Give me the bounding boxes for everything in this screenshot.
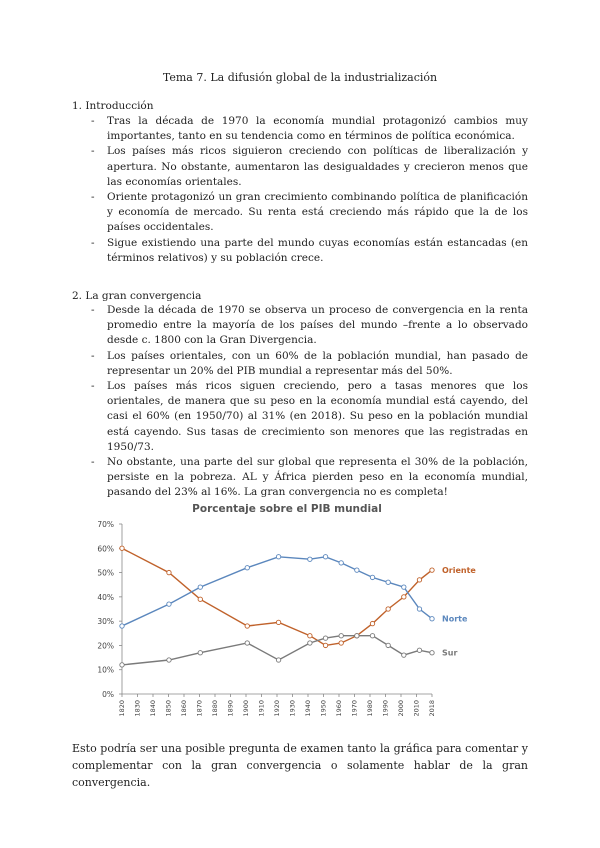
data-point-sur [308, 641, 312, 645]
closing-note: Esto podría ser una posible pregunta de examen tanto la gráfica para comentar y complementar con la gran convergencia o solamente hablar de la gran convergencia. [72, 742, 528, 789]
data-point-norte [245, 566, 249, 570]
data-point-norte [120, 624, 124, 628]
x-tick-label: 1950 [319, 700, 328, 717]
section-introduccion-list [72, 114, 528, 266]
y-tick-label: 30% [97, 617, 114, 627]
data-point-sur [417, 648, 421, 652]
data-point-sur [370, 634, 374, 638]
data-point-sur [120, 663, 124, 667]
data-point-sur [339, 634, 343, 638]
x-tick-label: 1850 [164, 700, 173, 717]
data-point-sur [430, 651, 434, 655]
x-tick-label: 1990 [381, 700, 390, 717]
dash-marker: - [91, 456, 95, 469]
data-point-oriente [417, 578, 421, 582]
data-point-sur [323, 636, 327, 640]
data-point-sur [276, 658, 280, 662]
dash-marker: - [91, 115, 95, 127]
data-point-sur [198, 651, 202, 655]
data-point-oriente [402, 595, 406, 599]
data-point-norte [370, 575, 374, 579]
x-tick-label: 1890 [226, 700, 235, 717]
section-heading-introduccion: 1. Introducción [72, 100, 154, 112]
list-item: - Tras la década de 1970 la economía mundial protagonizó cambios muy importantes, tanto en su tendencia como en términos de política económica. [91, 115, 528, 143]
x-tick-label: 1970 [350, 700, 359, 717]
data-point-oriente [339, 641, 343, 645]
data-point-norte [167, 602, 171, 606]
x-tick-label: 1820 [118, 700, 126, 717]
y-tick-label: 0% [102, 690, 114, 699]
x-tick-label: 1920 [273, 700, 281, 717]
y-tick-label: 60% [97, 544, 114, 554]
data-point-sur [167, 658, 171, 662]
data-point-oriente [120, 546, 124, 550]
data-point-oriente [323, 643, 327, 647]
data-point-norte [355, 568, 359, 572]
x-tick-label: 1940 [304, 700, 312, 717]
list-item: - No obstante, una parte del sur global que representa el 30% de la población, persiste en la pobreza. AL y África pierden peso en la economía mundial, pasando del 23% al 16%. La gran convergencia no es completa! [91, 456, 528, 499]
dash-marker: - [91, 304, 95, 316]
x-tick-label: 1980 [366, 700, 374, 717]
data-point-oriente [167, 570, 171, 574]
y-tick-label: 20% [97, 641, 114, 651]
section-heading-gran-convergencia: 2. La gran convergencia [72, 290, 202, 302]
y-tick-label: 70% [97, 520, 114, 529]
y-tick-label: 40% [97, 592, 114, 602]
dash-marker: - [91, 145, 95, 158]
y-tick-label: 50% [97, 568, 114, 578]
data-point-oriente [430, 568, 434, 572]
data-point-oriente [198, 597, 202, 601]
list-item: - Sigue existiendo una parte del mundo cuyas economías están estancadas (en términos relativos) y su población crece. [91, 236, 528, 264]
data-point-norte [323, 555, 327, 559]
x-tick-label: 1930 [288, 700, 297, 717]
list-item: - Los países orientales, con un 60% de la población mundial, han pasado de representar un 20% del PIB mundial a representar más del 50%. [91, 349, 528, 377]
dash-marker: - [91, 236, 95, 249]
series-label-oriente: Oriente [442, 566, 476, 576]
dash-marker: - [91, 349, 95, 362]
data-point-norte [276, 555, 280, 559]
page-title: Tema 7. La difusión global de la industrialización [162, 71, 438, 84]
data-point-norte [430, 617, 434, 621]
data-point-norte [417, 607, 421, 611]
data-point-oriente [276, 620, 280, 624]
x-tick-label: 1910 [257, 700, 266, 717]
data-point-sur [402, 653, 406, 657]
series-line-norte [122, 557, 432, 626]
list-item: - Desde la década de 1970 se observa un proceso de convergencia en la renta promedio entre la mayoría de los países del mundo –frente a lo observado desde c. 1800 con la Gran Divergencia. [91, 304, 528, 347]
data-point-oriente [370, 621, 374, 625]
y-tick-label: 10% [97, 665, 114, 675]
data-point-norte [339, 561, 343, 565]
chart-title: Porcentaje sobre el PIB mundial [192, 503, 382, 515]
list-item: - Oriente protagonizó un gran crecimiento combinando política de planificación y economía de mercado. Su renta está creciendo más rápido que la de los países occidentales. [91, 191, 528, 234]
gdp-share-chart [82, 500, 476, 722]
data-point-norte [386, 580, 390, 584]
list-item: - Los países más ricos siguen creciendo, pero a tasas menores que los orientales, de manera que su peso en la economía mundial está cayendo, del casi el 60% (en 1950/70) al 31% (en 2018). Su peso en la población mundial está cayendo. Sus tasas de crecimiento son menores que las registradas en 1950/73. [91, 380, 528, 453]
data-point-sur [386, 643, 390, 647]
series-label-sur: Sur [442, 648, 458, 658]
data-point-oriente [308, 634, 312, 638]
x-tick-label: 1860 [180, 700, 188, 717]
x-tick-label: 1900 [242, 700, 250, 717]
data-point-sur [355, 634, 359, 638]
x-tick-label: 1960 [335, 700, 343, 717]
data-point-oriente [386, 607, 390, 611]
x-tick-label: 1870 [195, 700, 204, 717]
section-gran-convergencia-list [72, 303, 528, 501]
x-tick-label: 2018 [428, 700, 436, 717]
x-tick-label: 1830 [133, 700, 142, 717]
x-tick-label: 1840 [149, 700, 157, 717]
list-item: - Los países más ricos siguieron creciendo con políticas de liberalización y apertura. No obstante, aumentaron las desigualdades y crecieron menos que las economías orientales. [91, 145, 528, 188]
x-tick-label: 2000 [397, 700, 405, 717]
x-tick-label: 1880 [211, 700, 219, 717]
data-point-oriente [245, 624, 249, 628]
dash-marker: - [91, 380, 95, 393]
series-line-oriente [122, 548, 432, 645]
data-point-sur [245, 641, 249, 645]
data-point-norte [308, 557, 312, 561]
x-tick-label: 2010 [412, 700, 421, 717]
data-point-norte [402, 585, 406, 589]
series-label-norte: Norte [442, 614, 468, 624]
data-point-norte [198, 585, 202, 589]
dash-marker: - [91, 191, 95, 204]
